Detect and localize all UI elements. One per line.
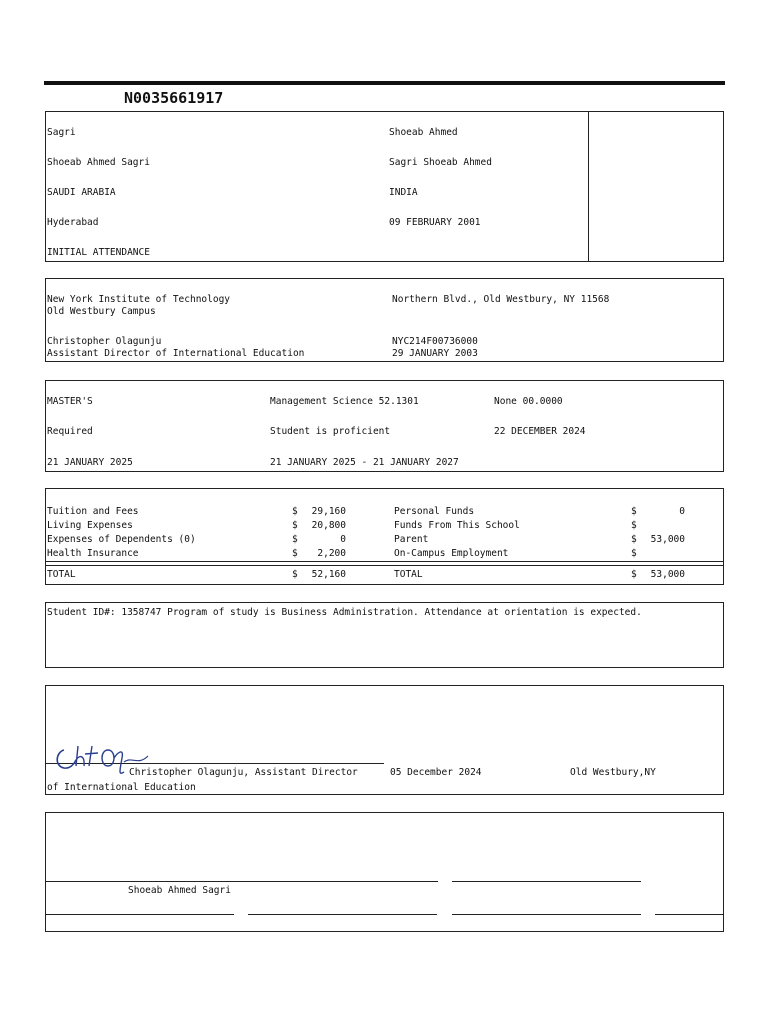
- remarks-text: Student ID#: 1358747 Program of study is Business Administration. Attendance at orientation is expected.: [47, 607, 642, 618]
- city-of-birth: Hyderabad: [47, 217, 99, 228]
- expense-currency: $: [292, 534, 298, 545]
- school-official-title: Assistant Director of International Education: [47, 348, 305, 359]
- funding-amount: 0: [679, 506, 685, 517]
- parent-name-line: [248, 914, 437, 915]
- parent-address-line: [452, 914, 641, 915]
- school-signature-place: Old Westbury,NY: [570, 767, 656, 778]
- funding-label: On-Campus Employment: [394, 548, 509, 559]
- date-of-birth: 09 FEBRUARY 2001: [389, 217, 481, 228]
- expense-currency: $: [292, 520, 298, 531]
- expense-amount: 29,160: [311, 506, 346, 517]
- funding-currency: $: [631, 548, 637, 559]
- funding-label: Parent: [394, 534, 429, 545]
- expense-label: Health Insurance: [47, 548, 139, 559]
- school-signature-date: 05 December 2024: [390, 767, 482, 778]
- program-dates: 21 JANUARY 2025 - 21 JANUARY 2027: [270, 457, 459, 468]
- expenses-total-label: TOTAL: [47, 569, 76, 580]
- student-date-line: [452, 881, 641, 882]
- financials-divider-1: [45, 561, 724, 562]
- student-printed-name: Shoeab Ahmed Sagri: [128, 885, 231, 896]
- photo-area-divider: [588, 111, 589, 261]
- student-signature-line: [45, 881, 438, 882]
- funding-amount: 53,000: [650, 534, 685, 545]
- given-name: Shoeab Ahmed: [389, 127, 458, 138]
- funding-currency: $: [631, 506, 637, 517]
- school-code: NYC214F00736000: [392, 336, 478, 347]
- school-address: Northern Blvd., Old Westbury, NY 11568: [392, 294, 610, 305]
- alternate-name: Sagri Shoeab Ahmed: [389, 157, 492, 168]
- english-proficiency: Student is proficient: [270, 426, 391, 437]
- expenses-total-amount: 52,160: [311, 569, 346, 580]
- school-signer-title-cont: of International Education: [47, 782, 196, 793]
- school-signer-name-title: Christopher Olagunju, Assistant Director: [129, 767, 358, 778]
- funding-total-amount: 53,000: [650, 569, 685, 580]
- citizenship: INDIA: [389, 187, 418, 198]
- parent-date-line: [655, 914, 724, 915]
- name-in-document: Shoeab Ahmed Sagri: [47, 157, 150, 168]
- country-of-birth: SAUDI ARABIA: [47, 187, 116, 198]
- major-2: None 00.0000: [494, 396, 563, 407]
- school-name: New York Institute of Technology: [47, 294, 231, 305]
- education-level: MASTER'S: [47, 396, 93, 407]
- expense-amount: 20,800: [311, 520, 346, 531]
- earliest-admission: 21 JANUARY 2025: [47, 457, 133, 468]
- school-attestation-box: [45, 685, 724, 795]
- expense-label: Living Expenses: [47, 520, 133, 531]
- surname: Sagri: [47, 127, 76, 138]
- funding-currency: $: [631, 520, 637, 531]
- student-info-box: [45, 111, 724, 262]
- parent-signature-line: [45, 914, 234, 915]
- expense-currency: $: [292, 548, 298, 559]
- expense-label: Expenses of Dependents (0): [47, 534, 196, 545]
- top-rule: [44, 81, 725, 85]
- funding-total-label: TOTAL: [394, 569, 423, 580]
- english-required: Required: [47, 426, 93, 437]
- expense-currency: $: [292, 506, 298, 517]
- expense-amount: 0: [340, 534, 346, 545]
- expense-label: Tuition and Fees: [47, 506, 139, 517]
- funding-currency: $: [631, 534, 637, 545]
- sevis-number: N0035661917: [124, 89, 224, 107]
- form-issue-reason: INITIAL ATTENDANCE: [47, 247, 150, 258]
- expenses-total-currency: $: [292, 569, 298, 580]
- approval-date: 29 JANUARY 2003: [392, 348, 478, 359]
- funding-label: Funds From This School: [394, 520, 520, 531]
- financials-divider-2: [45, 565, 724, 566]
- funding-total-currency: $: [631, 569, 637, 580]
- major-1: Management Science 52.1301: [270, 396, 419, 407]
- school-campus: Old Westbury Campus: [47, 306, 156, 317]
- expense-amount: 2,200: [317, 548, 346, 559]
- funding-label: Personal Funds: [394, 506, 475, 517]
- report-date: 22 DECEMBER 2024: [494, 426, 586, 437]
- school-official-name: Christopher Olagunju: [47, 336, 162, 347]
